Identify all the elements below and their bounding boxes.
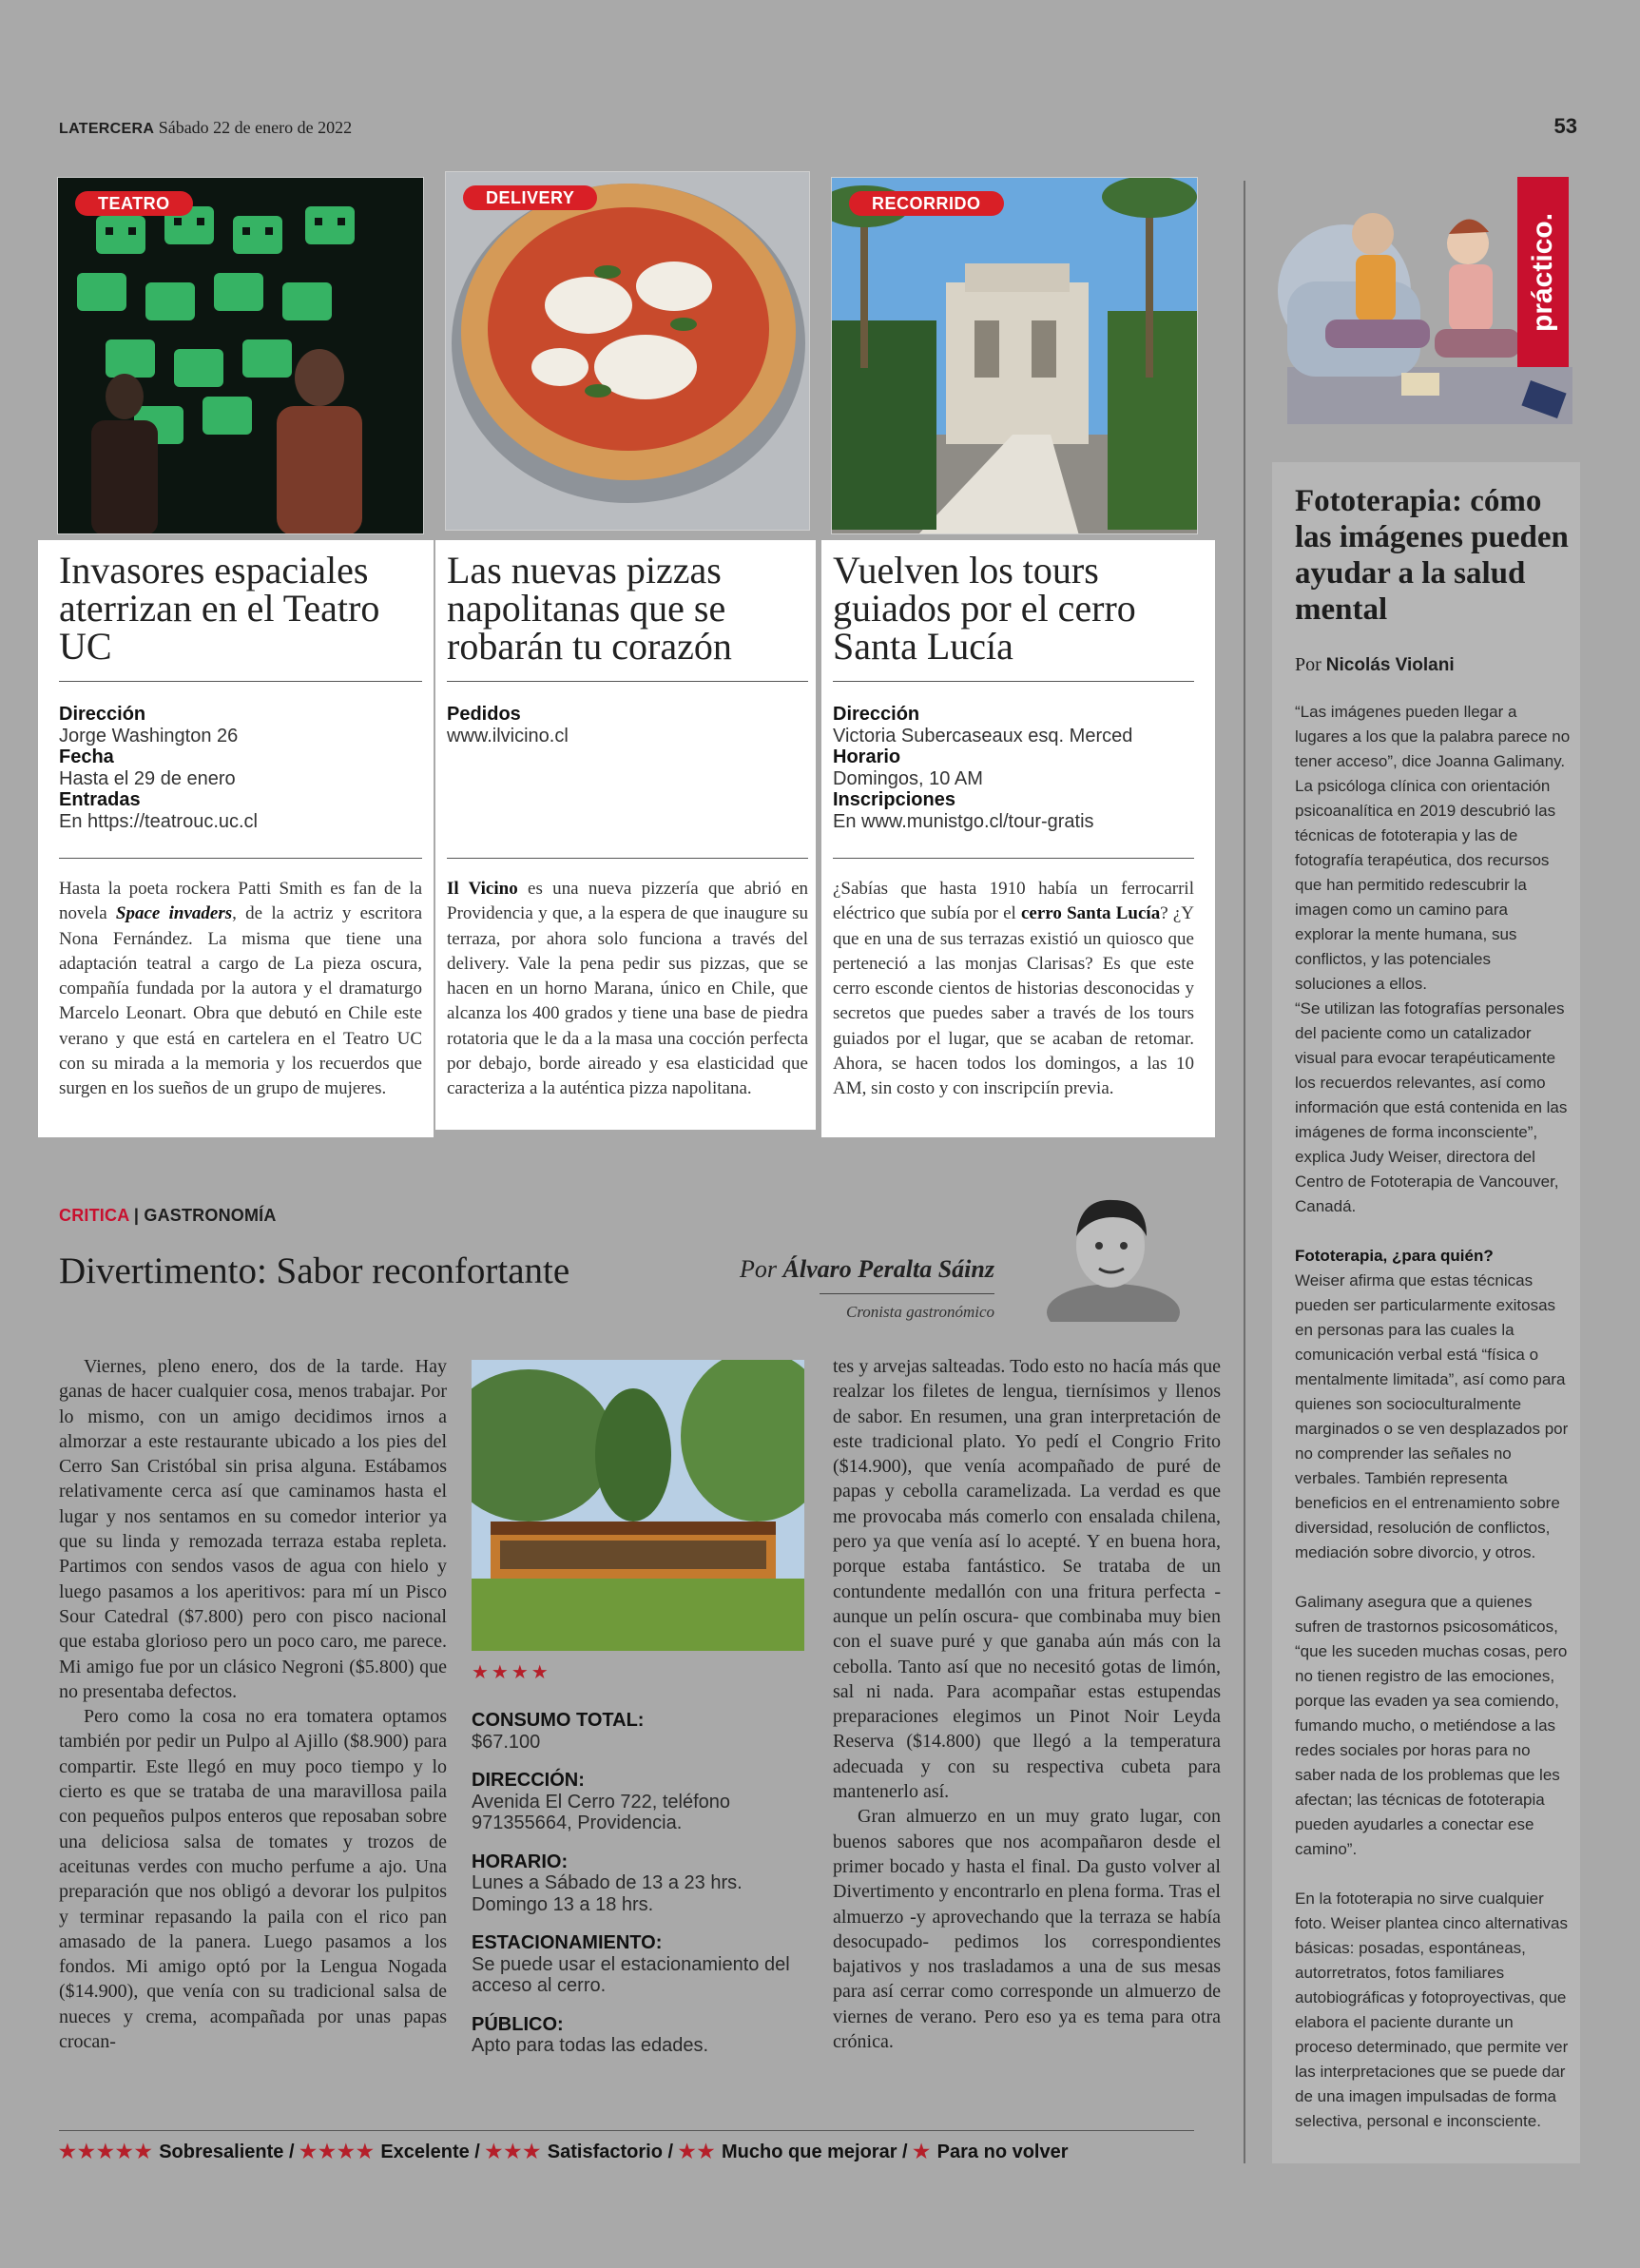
- card-delivery-photo: [445, 171, 810, 531]
- card-delivery-title: Las nuevas pizzas napolitanas que se robarán tu corazón: [447, 549, 732, 668]
- legend-label: Mucho que mejorar: [722, 2142, 897, 2162]
- card-teatro-title: Invasores espaciales aterrizan en el Teatro UC: [59, 549, 380, 668]
- practico-illustration: [1268, 177, 1582, 430]
- rating-legend: [59, 2140, 1069, 2163]
- review-author: Álvaro Peralta Sáinz: [782, 1255, 994, 1283]
- card-delivery-divider: [447, 681, 808, 682]
- tag-teatro: TEATRO: [75, 191, 193, 216]
- review-paragraph: tes y arvejas salteadas. Todo esto no hacía más que realzar los filetes de lengua, tiernísimos y llenos de sabor. En resumen, una gran interpretación de este tradicional plato. Yo pedí el Congrio Frito ($14.900), que venía acompañado de puré de papas y cebolla caramelizada. La verdad es que me provocaba más comerlo con ensalada chilena, pero ya que venía así lo acepté. Y en buena hora, porque estaba fantástico. Se trataba de un contundente medallón con una fritura perfecta -aunque un pelín oscura- que combinaba muy bien con el suave puré y que ganaba aún más con la cebolla. Tanto así que no necesitó gotas de limón, sal ni nada. Para acompañar estas estupendas preparaciones elegimos un Pinot Noir Leyda Reserva ($14.800) que llegó a la temperatura adecuada y con su respectiva cubeta para mantenerlo así.: [833, 1356, 1221, 1803]
- fact-label: PÚBLICO:: [472, 2013, 564, 2035]
- pizza-image: [446, 172, 810, 531]
- author-photo: [1042, 1189, 1185, 1322]
- fact-label: DIRECCIÓN:: [472, 1770, 585, 1791]
- card-recorrido-title: Vuelven los tours guiados por el cerro Santa Lucía: [833, 549, 1136, 668]
- review-paragraph: Viernes, pleno enero, dos de la tarde. Hay ganas de hacer cualquier cosa, menos trabajar. Por lo mismo, con un amigo decidimos irnos a almorzar a este restaurante ubicado a los pies del Cerro San Cristóbal sin prisa alguna. Estábamos relativamente cerca así que caminamos hasta el lugar y nos sentamos en su comedor interior ya que su linda y remozada terraza estaba repleta. Partimos con sendos vasos de agua con hielo y luego pasamos a los aperitivos: para mí un Pisco Sour Catedral ($7.800) pero con pisco nacional que estaba glorioso pero un poco caro, me parece. Mi amigo fue por un clásico Negroni ($5.800) que no presentaba defectos.: [59, 1356, 447, 1702]
- legend-stars: ★★: [678, 2142, 717, 2162]
- kicker-separator: |: [128, 1206, 145, 1225]
- fact-label: CONSUMO TOTAL:: [472, 1710, 645, 1731]
- card-recorrido-photo: [831, 177, 1198, 534]
- kicker-critica: CRITICA: [59, 1206, 129, 1225]
- legend-label: Excelente: [380, 2142, 470, 2162]
- review-paragraph: Pero como la cosa no era tomatera optamos también por pedir un Pulpo al Ajillo ($8.900) para compartir. Este llegó en muy poco tiempo y lo cierto es que se trataba de una maravillosa paila con pequeños pulpos enteros que reposaban sobre una deliciosa salsa de tomates y trozos de aceitunas verdes con mucho perfume a ajo. Una preparación que nos obligó a devorar los pulpitos y terminar repasando la paila con el rico pan amasado de la panera. Luego pasamos a los fondos. Mi amigo optó por la Lengua Nogada ($14.900), que venía con su tradicional salsa de nueces y crema, acompañada por unas papas crocan-: [59, 1706, 447, 2053]
- fact-value: Apto para todas las edades.: [472, 2035, 709, 2056]
- legend-label: Para no volver: [936, 2142, 1069, 2162]
- card-delivery-info: [447, 704, 808, 746]
- body-emphasis: Space invaders: [115, 903, 233, 924]
- byline-prefix: Por: [740, 1255, 783, 1283]
- sidebar-subhead: Fototerapia, ¿para quién?: [1295, 1247, 1494, 1265]
- legend-label: Satisfactorio: [547, 2142, 663, 2162]
- kicker-gastronomia: GASTRONOMÍA: [144, 1206, 277, 1225]
- byline-divider: [820, 1293, 994, 1294]
- legend-stars: ★★★★★: [59, 2142, 154, 2162]
- legend-divider: [59, 2130, 1194, 2131]
- body-text: ¿Sabías que hasta 1910 había un ferrocarril eléctrico que subía por el: [833, 879, 1194, 924]
- info-label: Inscripciones: [833, 789, 955, 810]
- sidebar-author: Nicolás Violani: [1325, 655, 1455, 675]
- info-label: Horario: [833, 746, 901, 767]
- fact-value: Lunes a Sábado de 13 a 23 hrs. Domingo 13 a 18 hrs.: [472, 1872, 743, 1915]
- fact-value: Avenida El Cerro 722, teléfono 971355664, Providencia.: [472, 1791, 731, 1833]
- tag-recorrido: RECORRIDO: [849, 191, 1004, 216]
- body-text: es una nueva pizzería que abrió en Providencia y que, a la espera de que inaugure su terraza, por ahora solo funciona a través del delivery. Vale la pena pedir sus pizzas, que se hacen en un horno Marana, único en Chile, que alcanza los 400 grados y tiene una base de piedra rotatoria que le da a la masa una cocción perfecta por debajo, borde aireado y esa elasticidad que caracteriza a la auténtica pizza napolitana.: [447, 879, 809, 1099]
- info-label: Pedidos: [447, 704, 521, 725]
- sidebar-paragraph: Weiser afirma que estas técnicas pueden ser particularmente exitosas en personas para las cuales la comunicación verbal está “física o mentalmente limitada”, así como para quienes son socioculturalmente marginados o se ven desplazados por no comprender las señales no verbales. También representa beneficios en el entrenamiento sobre diversidad, resolución de conflictos, mediación sobre divorcio, y otros.: [1295, 1271, 1569, 1561]
- sidebar-title: Fototerapia: cómo las imágenes pueden ayudar a la salud mental: [1295, 484, 1569, 627]
- card-teatro-info: [59, 704, 422, 832]
- review-author-role: Cronista gastronómico: [845, 1303, 994, 1321]
- fact-label: ESTACIONAMIENTO:: [472, 1932, 663, 1953]
- card-recorrido-body: [833, 877, 1194, 1102]
- sidebar-byline: [1295, 654, 1455, 676]
- card-recorrido-divider: [833, 681, 1194, 682]
- info-label: Fecha: [59, 746, 114, 767]
- review-column-1: [59, 1354, 447, 2054]
- legend-stars: ★: [913, 2142, 933, 2162]
- review-byline: [666, 1255, 994, 1284]
- body-text: , de la actriz y escritora Nona Fernández. La misma que tiene una adaptación teatral a cargo de La pieza oscura, compañía fundada por la autora y el dramaturgo Marcelo Leonart. Obra que debutó en Chile este verano y que está en cartelera en el Teatro UC con su mirada a la memoria y los recuerdos que surgen en los sueños de un grupo de mujeres.: [59, 903, 422, 1099]
- space-invaders-stage-image: [58, 178, 424, 534]
- page-number: 53: [1553, 114, 1577, 138]
- fact-value: $67.100: [472, 1731, 541, 1753]
- legend-separator: /: [662, 2142, 679, 2162]
- info-label: Dirección: [833, 704, 920, 725]
- card-teatro-divider: [59, 681, 422, 682]
- info-value: Domingos, 10 AM: [833, 767, 983, 789]
- info-value: En www.munistgo.cl/tour-gratis: [833, 810, 1094, 832]
- column-divider: [1244, 181, 1245, 2163]
- info-value: www.ilvicino.cl: [447, 725, 569, 746]
- card-teatro-photo: [57, 177, 424, 534]
- card-delivery-divider-2: [447, 858, 808, 859]
- sidebar-paragraph: Galimany asegura que a quienes sufren de trastornos psicosomáticos, “que les suceden muchas cosas, pero no tienen registro de las emociones, porque las evaden ya sea comiendo, fumando mucho, o metiéndose a las redes sociales por horas para no saber nada de los problemas que les afectan; las técnicas de fototerapia pueden ayudarles a conectar ese camino”.: [1295, 1593, 1568, 1858]
- info-value: Hasta el 29 de enero: [59, 767, 236, 789]
- card-recorrido-divider-2: [833, 858, 1194, 859]
- issue-date: Sábado 22 de enero de 2022: [158, 118, 353, 137]
- info-label: Dirección: [59, 704, 146, 725]
- body-emphasis: cerro Santa Lucía: [1020, 903, 1161, 924]
- fact-label: HORARIO:: [472, 1851, 569, 1872]
- byline-prefix: Por: [1295, 654, 1322, 675]
- body-text: ? ¿Y que en una de sus terrazas existió un quiosco que perteneció a las monjas Clarisas? Es que este cerro esconde cientos de historias desconocidas y secretos que puedes saber a través de los tours guiados por el lugar, que se acaban de retomar. Ahora, se hacen todos los domingos, a las 10 AM, sin costo y con inscripciín previa.: [833, 903, 1194, 1099]
- rating-stars: ★★★★: [472, 1660, 551, 1683]
- restaurant-terrace-image: [472, 1360, 804, 1651]
- review-column-3: [833, 1354, 1221, 2054]
- sidebar-body: [1295, 700, 1571, 2134]
- sidebar-paragraph: En la fototerapia no sirve cualquier foto. Weiser plantea cinco alternativas básicas: posadas, espontáneas, autorretratos, fotos familiares autobiográficas y fotoproyectivas, que elabora el paciente durante un proceso determinado, que permite ver las interpretaciones que se puede dar de una imagen impulsadas de forma selectiva, personal e inconsciente.: [1295, 1890, 1569, 2130]
- tag-delivery: DELIVERY: [463, 185, 597, 210]
- santa-lucia-image: [832, 178, 1198, 534]
- section-kicker: [59, 1206, 277, 1226]
- sidebar-paragraph: “Las imágenes pueden llegar a lugares a los que la palabra parece no tener acceso”, dice Joanna Galimany. La psicóloga clínica con orientación psicoanalítica en 2019 descubrió las técnicas de fototerapia y las de fotografía terapéutica, dos recursos que han permitido redescubrir la imagen como un camino para explorar la mente humana, sus conflictos, y las potenciales soluciones a ellos.: [1295, 703, 1571, 993]
- legend-separator: /: [897, 2142, 914, 2162]
- info-value: Victoria Subercaseaux esq. Merced: [833, 725, 1133, 746]
- info-value: Jorge Washington 26: [59, 725, 239, 746]
- practico-logo-text: práctico.: [1527, 212, 1558, 332]
- restaurant-facts: [472, 1710, 814, 2074]
- info-value: En https://teatrouc.uc.cl: [59, 810, 258, 832]
- fact-value: Se puede usar el estacionamiento del acceso al cerro.: [472, 1953, 790, 1996]
- legend-separator: /: [469, 2142, 486, 2162]
- card-recorrido-info: [833, 704, 1194, 832]
- body-emphasis: Il Vicino: [447, 879, 518, 899]
- masthead-logo: LATERCERA: [59, 121, 155, 137]
- legend-label: Sobresaliente: [159, 2142, 284, 2162]
- sidebar-paragraph: “Se utilizan las fotografías personales del paciente como un catalizador visual para evocar terapéuticamente los recuerdos relevantes, así como información que está contenida en las imágenes de forma inconsciente”, explica Judy Weiser, directora del Centro de Fototerapia de Vancouver, Canadá.: [1295, 999, 1568, 1215]
- author-portrait: [1042, 1189, 1185, 1322]
- review-title: Divertimento: Sabor reconfortante: [59, 1250, 570, 1291]
- card-teatro-body: [59, 877, 422, 1102]
- card-teatro-divider-2: [59, 858, 422, 859]
- restaurant-photo: [472, 1360, 804, 1651]
- review-paragraph: Gran almuerzo en un muy grato lugar, con buenos sabores que nos acompañaron desde el primer bocado y hasta el final. Da gusto volver al Divertimento y encontrarlo en plena forma. Tras el almuerzo -y aprovechando que la terraza se había desocupado- pedimos los correspondientes bajativos y nos trasladamos a una de sus mesas para así cerrar como corresponde un almuerzo de viernes de verano. Pero eso ya es tema para otra crónica.: [833, 1806, 1221, 2053]
- legend-separator: /: [283, 2142, 300, 2162]
- info-label: Entradas: [59, 789, 141, 810]
- card-delivery-body: [447, 877, 808, 1102]
- legend-stars: ★★★: [485, 2142, 543, 2162]
- legend-stars: ★★★★: [299, 2142, 376, 2162]
- body-text: Hasta la poeta rockera Patti Smith es fan de la novela: [59, 879, 422, 924]
- masthead: [59, 118, 352, 138]
